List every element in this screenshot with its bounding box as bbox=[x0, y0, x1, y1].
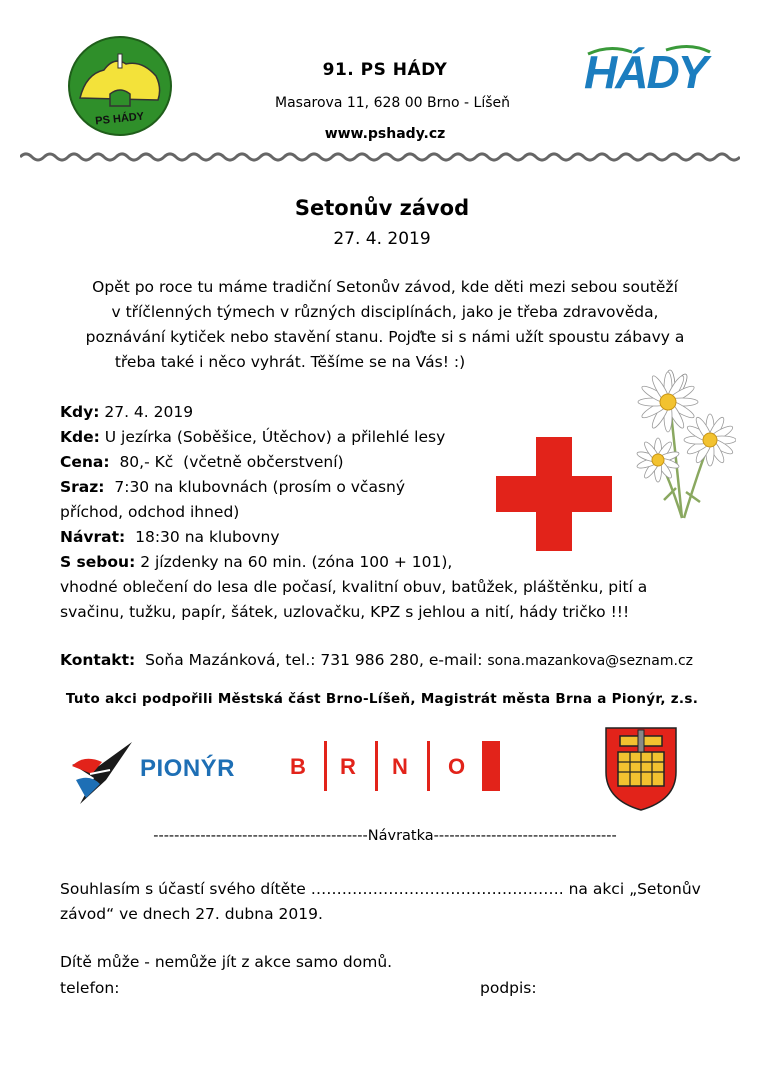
detail-price bbox=[60, 450, 720, 475]
svg-text:PS HÁDY: PS HÁDY bbox=[94, 110, 145, 128]
pionyr-wordmark: PIONÝR bbox=[140, 755, 236, 782]
child-go-home-text: Dítě může - nemůže jít z akce samo domů. bbox=[60, 953, 393, 971]
event-intro bbox=[40, 275, 730, 375]
bring-value: 2 jízdenky na 60 min. (zóna 100 + 101), bbox=[135, 553, 453, 571]
meet-value-continued: příchod, odchod ihned) bbox=[60, 503, 240, 521]
where-label: Kde: bbox=[60, 428, 100, 446]
detail-when bbox=[60, 400, 720, 425]
org-website: www.pshady.cz bbox=[324, 126, 446, 142]
when-value: 27. 4. 2019 bbox=[99, 403, 194, 421]
org-name: 91. PS HÁDY bbox=[322, 60, 448, 80]
consent-text bbox=[60, 877, 720, 927]
pionyr-logo-icon bbox=[66, 740, 136, 806]
contact-email[interactable]: sona.mazankova@seznam.cz bbox=[487, 653, 694, 669]
bring-value-continued: vhodné oblečení do lesa dle počasí, kvalitní obuv, batůžek, pláštěnku, pití a bbox=[60, 578, 648, 596]
signature-label: podpis: bbox=[480, 979, 537, 997]
detail-return bbox=[60, 525, 720, 550]
contact-line bbox=[60, 651, 693, 669]
event-details bbox=[60, 400, 720, 625]
header-divider bbox=[20, 150, 740, 164]
event-title: Setonův závod bbox=[294, 196, 470, 220]
where-value: U jezírka (Soběšice, Útěchov) a přilehlé lesy bbox=[99, 428, 446, 446]
sponsors-text: Tuto akci podpořili Městská část Brno-Líšeň, Magistrát města Brna a Pionýr, z.s. bbox=[65, 691, 699, 707]
org-address: Masarova 11, 628 00 Brno - Líšeň bbox=[275, 95, 510, 111]
detail-where bbox=[60, 425, 720, 450]
detail-meet bbox=[60, 475, 720, 500]
bring-label: S sebou: bbox=[60, 553, 136, 571]
ps-hady-logo bbox=[66, 34, 174, 138]
meet-label: Sraz: bbox=[60, 478, 105, 496]
navratka-divider: -----------------------------------------Návratka----------------------------------- bbox=[153, 828, 617, 844]
intro-line: třeba také i něco vyhrát. Těšíme se na Vás! :) bbox=[114, 353, 466, 371]
intro-line: Opět po roce tu máme tradiční Setonův závod, kde děti mezi sebou soutěží bbox=[92, 278, 678, 296]
brno-letter: B bbox=[290, 754, 306, 779]
detail-bring bbox=[60, 550, 720, 575]
intro-line: poznávání kytiček nebo stavění stanu. Pojďte si s námi užít spoustu zábavy a bbox=[85, 328, 685, 346]
return-label: Návrat: bbox=[60, 528, 126, 546]
brno-logo bbox=[282, 741, 504, 791]
contact-label: Kontakt: bbox=[60, 651, 136, 669]
svg-text:HÁDY: HÁDY bbox=[584, 46, 707, 98]
bring-value-continued: svačinu, tužku, papír, šátek, uzlovačku, KPZ s jehlou a nití, hády tričko !!! bbox=[60, 603, 630, 621]
price-value: 80,- Kč (včetně občerstvení) bbox=[109, 453, 344, 471]
consent-line: Souhlasím s účastí svého dítěte …………………………………………. na akci „Setonův bbox=[60, 880, 701, 898]
price-label: Cena: bbox=[60, 453, 110, 471]
intro-line: v tříčlenných týmech v různých disciplínách, jako je třeba zdravověda, bbox=[111, 303, 659, 321]
hady-logo bbox=[580, 40, 720, 102]
event-date: 27. 4. 2019 bbox=[333, 229, 431, 249]
brno-letter: N bbox=[392, 754, 408, 779]
when-label: Kdy: bbox=[60, 403, 100, 421]
consent-line: závod“ ve dnech 27. dubna 2019. bbox=[60, 905, 323, 923]
lisen-coat-of-arms-icon bbox=[604, 726, 678, 812]
brno-letter: O bbox=[448, 754, 466, 779]
meet-value: 7:30 na klubovnách (prosím o včasný bbox=[104, 478, 406, 496]
phone-label: telefon: bbox=[60, 979, 120, 997]
brno-letter: R bbox=[340, 754, 356, 779]
contact-value: Soňa Mazánková, tel.: 731 986 280, e-mail: bbox=[135, 651, 488, 669]
return-value: 18:30 na klubovny bbox=[125, 528, 280, 546]
